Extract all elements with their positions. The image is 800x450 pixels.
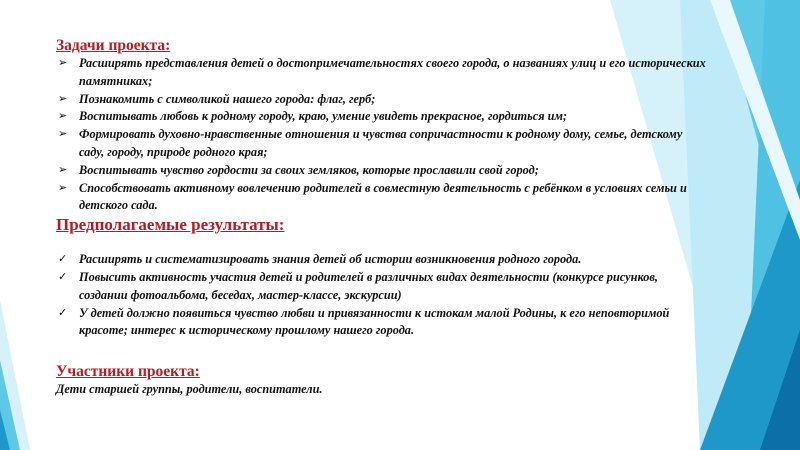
- result-text: Повысить активность участия детей и родителей в различных видах деятельности (конкурсе рисунков, создании фотоальбома, беседах, мастер-классе, экскурсии): [79, 269, 658, 302]
- check-bullet-icon: ✓: [58, 306, 68, 319]
- results-list: [56, 251, 706, 340]
- result-text: У детей должно появиться чувство любви и привязанности к истокам малой Родины, к его неповторимой красоте; интерес к историческому прошлому нашего города.: [79, 305, 670, 338]
- result-item: [56, 269, 706, 305]
- check-bullet-icon: ✓: [58, 253, 68, 266]
- check-bullet-icon: ✓: [58, 270, 68, 283]
- participants-heading: Участники проекта:: [56, 363, 200, 381]
- arrow-bullet-icon: ➢: [58, 128, 68, 141]
- task-text: Воспитывать любовь к родному городу, краю, умение увидеть прекрасное, гордиться им;: [79, 109, 567, 124]
- tasks-list: [56, 55, 706, 215]
- slide-content: [56, 36, 706, 399]
- result-item: [56, 305, 706, 341]
- arrow-bullet-icon: ➢: [58, 181, 68, 194]
- results-heading: Предполагаемые результаты:: [56, 215, 285, 235]
- tasks-heading: Задачи проекта:: [56, 37, 171, 54]
- task-text: Познакомить с символикой нашего города: флаг, герб;: [79, 91, 376, 106]
- task-text: Способствовать активному вовлечению родителей в совместную деятельность с ребёнком в условиях семьи и детского сада.: [79, 180, 687, 213]
- arrow-bullet-icon: ➢: [58, 92, 68, 105]
- spacer: [56, 340, 706, 362]
- task-text: Воспитывать чувство гордости за своих земляков, которые прославили свой город;: [79, 162, 539, 177]
- arrow-bullet-icon: ➢: [58, 110, 68, 123]
- task-item: [56, 162, 706, 180]
- task-item: [56, 91, 706, 109]
- task-text: Формировать духовно-нравственные отношения и чувства сопричастности к родному дому, семье, детскому саду, городу, природе родного края;: [79, 127, 683, 159]
- arrow-bullet-icon: ➢: [58, 57, 68, 69]
- task-item: [56, 180, 706, 216]
- task-item: [56, 126, 706, 162]
- result-item: [56, 251, 706, 269]
- task-item: [56, 108, 706, 126]
- arrow-bullet-icon: ➢: [58, 163, 68, 176]
- task-text: Расширять представления детей о достопримечательностях своего города, о названиях улиц и его исторических памятниках;: [79, 56, 706, 88]
- task-item: [56, 55, 706, 91]
- participants-text: Дети старшей группы, родители, воспитатели.: [56, 382, 323, 397]
- spacer: [56, 234, 706, 251]
- result-text: Расширять и систематизировать знания детей об истории возникновения родного города.: [79, 252, 582, 267]
